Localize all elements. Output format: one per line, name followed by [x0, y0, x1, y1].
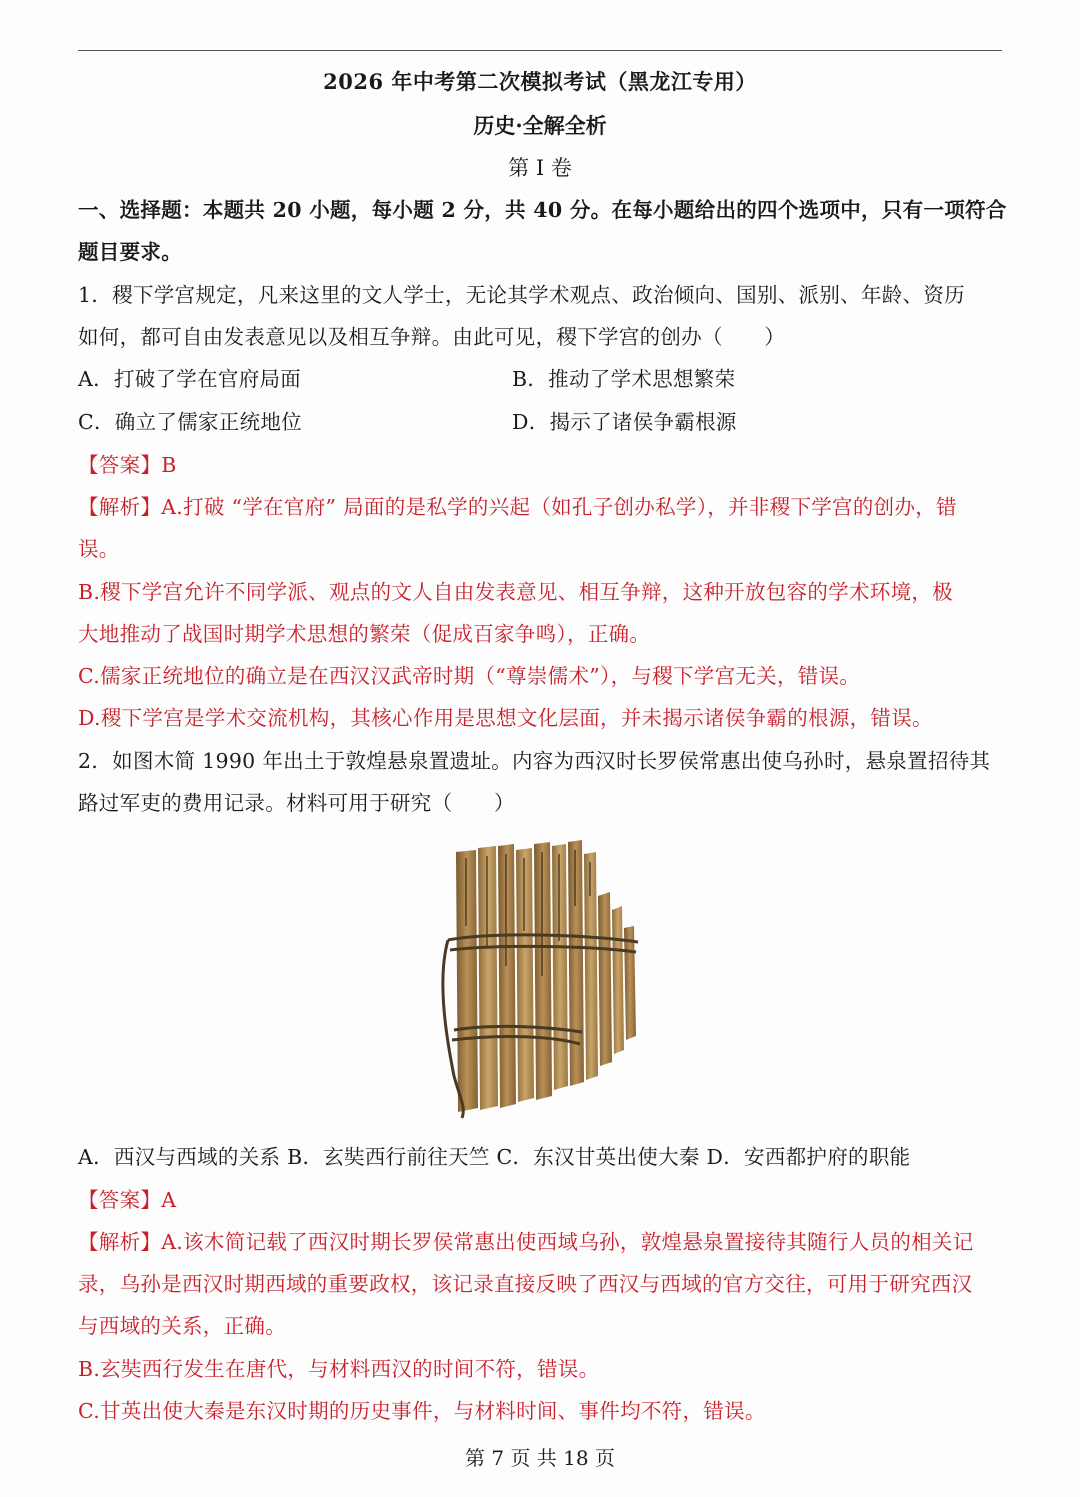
q1-analysis-line: 【解析】A.打破 “学在官府” 局面的是私学的兴起（如孔子创办私学），并非稷下学宫的创办，错: [78, 495, 957, 519]
wooden-slips-image: [432, 836, 648, 1120]
section-heading-line1: 一、选择题：本题共 20 小题，每小题 2 分，共 40 分。在每小题给出的四个选项中，只有一项符合: [78, 198, 1007, 222]
q2-analysis-line: 【解析】A.该木简记载了西汉时期长罗侯常惠出使西域乌孙，敦煌悬泉置接待其随行人员的相关记: [78, 1230, 974, 1254]
q2-answer: 【答案】A: [78, 1188, 177, 1212]
q1-option-b: B．推动了学术思想繁荣: [512, 367, 736, 391]
q1-analysis-line: B.稷下学宫允许不同学派、观点的文人自由发表意见、相互争辩，这种开放包容的学术环境，极: [78, 580, 953, 604]
q1-answer: 【答案】B: [78, 453, 177, 477]
page-title: 2026 年中考第二次模拟考试（黑龙江专用）: [323, 69, 757, 94]
q1-analysis-line: 误。: [78, 537, 120, 561]
q1-analysis-line: D.稷下学宫是学术交流机构，其核心作用是思想文化层面，并未揭示诸侯争霸的根源，错误。: [78, 706, 933, 730]
top-rule: [78, 50, 1002, 51]
volume-label: 第 I 卷: [508, 156, 572, 180]
q1-stem-line2: 如何，都可自由发表意见以及相互争辩。由此可见，稷下学宫的创办（ ）: [78, 325, 786, 349]
q2-analysis-line: 与西域的关系，正确。: [78, 1314, 286, 1338]
q2-analysis-line: 录，乌孙是西汉时期西域的重要政权，该记录直接反映了西汉与西域的官方交往，可用于研究西汉: [78, 1272, 973, 1296]
q2-options: A．西汉与西域的关系 B．玄奘西行前往天竺 C．东汉甘英出使大秦 D．安西都护府的职能: [78, 1145, 911, 1169]
q1-option-d: D．揭示了诸侯争霸根源: [512, 410, 737, 434]
q1-stem-line1: 1．稷下学宫规定，凡来这里的文人学士，无论其学术观点、政治倾向、国别、派别、年龄、资历: [78, 283, 965, 307]
page-subtitle: 历史·全解全析: [473, 113, 607, 138]
page-number: 第 7 页 共 18 页: [465, 1446, 615, 1470]
q1-analysis-line: C.儒家正统地位的确立是在西汉汉武帝时期（“尊崇儒术”），与稷下学宫无关，错误。: [78, 664, 861, 688]
q1-option-a: A．打破了学在官府局面: [78, 367, 302, 391]
q2-stem-line2: 路过军吏的费用记录。材料可用于研究（ ）: [78, 791, 515, 815]
q2-analysis-line: C.甘英出使大秦是东汉时期的历史事件，与材料时间、事件均不符，错误。: [78, 1399, 766, 1423]
q2-stem-line1: 2．如图木简 1990 年出土于敦煌悬泉置遗址。内容为西汉时长罗侯常惠出使乌孙时，悬泉置招待其: [78, 749, 991, 773]
q1-analysis-line: 大地推动了战国时期学术思想的繁荣（促成百家争鸣），正确。: [78, 622, 651, 646]
section-heading-line2: 题目要求。: [78, 240, 182, 264]
q1-option-c: C．确立了儒家正统地位: [78, 410, 302, 434]
q2-analysis-line: B.玄奘西行发生在唐代，与材料西汉的时间不符，错误。: [78, 1357, 600, 1381]
